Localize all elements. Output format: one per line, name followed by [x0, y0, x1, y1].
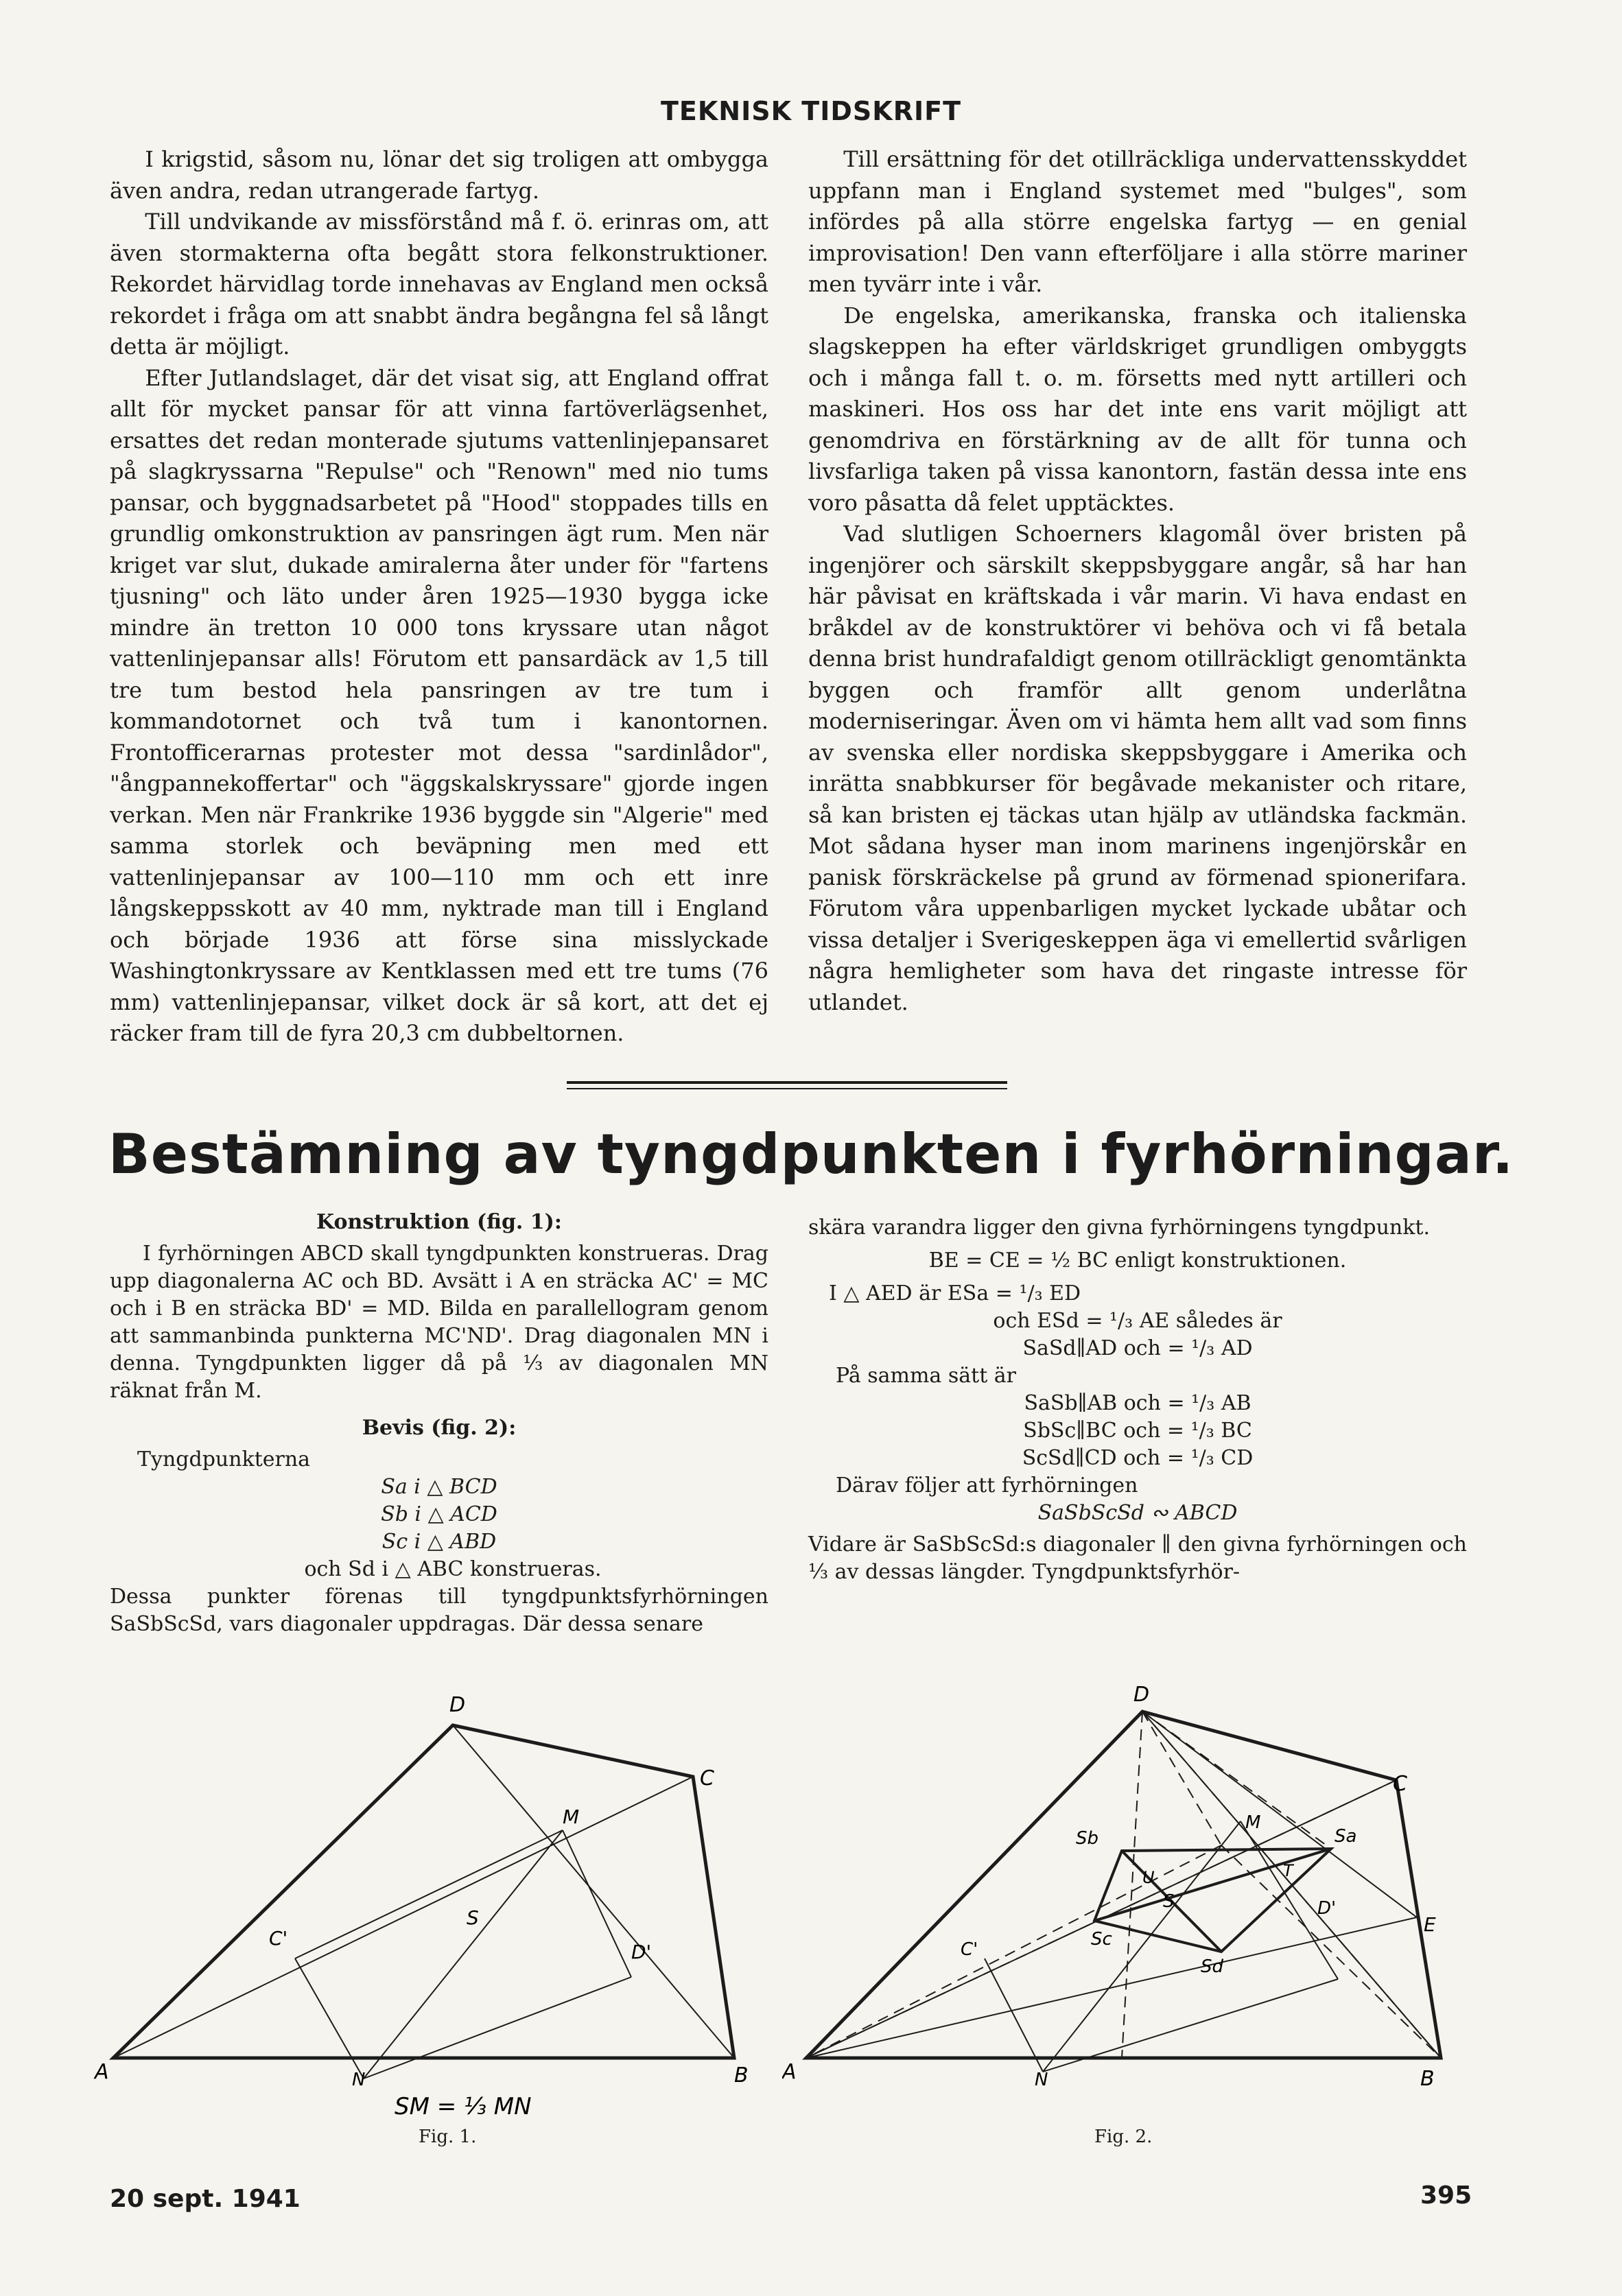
top-left-column — [110, 144, 768, 1050]
paragraph: Till ersättning för det otillräckliga undervattensskyddet uppfann man i England systemet med "bulges", som infördes på alla större engelska fartyg — en genial improvisation! Den vann efterföljare i alla större mariner men tyvärr inte i vår. — [808, 146, 1467, 297]
vertex-label-a: A — [95, 2060, 109, 2084]
point-label-d-prime: D' — [631, 1941, 652, 1963]
equation: ScSd∥CD och = ¹/₃ CD — [1022, 1446, 1254, 1470]
konstruktion-text: I fyrhörningen ABCD skall tyngdpunkten konstrueras. Drag upp diagonalerna AC och BD. Avsätt i A en sträcka AC' = MC och i B en sträcka BD' = MD. Bilda en parallellogram genom att sammanbinda punkterna MC'ND'. Drag diagonalen MN i denna. Tyngdpunkten ligger då på ⅓ av diagonalen MN räknat från M. — [110, 1242, 768, 1403]
point-label-d-prime: D' — [1317, 1898, 1337, 1919]
divider-thick — [567, 1081, 1007, 1084]
equation: och ESd = ¹/₃ AE således är — [993, 1309, 1282, 1333]
bevis-text: Dessa punkter förenas till tyngdpunktsfyrhörningen SaSbScSd, vars diagonaler uppdragas. Där dessa senare — [110, 1585, 768, 1636]
divider-thin — [567, 1088, 1007, 1089]
right-intro: skära varandra ligger den givna fyrhörningens tyngdpunkt. — [808, 1216, 1431, 1240]
point-label-s: S — [1163, 1891, 1175, 1912]
vertex-label-b: B — [734, 2063, 749, 2087]
running-header: TEKNISK TIDSKRIFT — [660, 96, 961, 126]
top-right-column — [808, 144, 1467, 1018]
vertex-label-b: B — [1420, 2067, 1435, 2091]
footer-date: 20 sept. 1941 — [110, 2185, 301, 2213]
equation: SaSbScSd ∾ ABCD — [1037, 1501, 1238, 1525]
final-text: Vidare är SaSbScSd:s diagonaler ∥ den givna fyrhörningen och ⅓ av dessas längder. Tyngdpunktsfyrhör- — [808, 1532, 1467, 1584]
equation: SaSb∥AB och = ¹/₃ AB — [1024, 1391, 1251, 1415]
bevis-line: Sa i △ BCD — [381, 1475, 497, 1499]
paragraph: Vad slutligen Schoerners klagomål över bristen på ingenjörer och särskilt skeppsbyggare angår, så har han här påvisat en kräftskada i vår marin. Vi hava endast en bråkdel av de konstruktörer vi behöva och vi få betala denna brist hundrafaldigt genom otillräckligt genomtänkta byggen och framför allt genom underlåtna moderniseringar. Även om vi hämta hem allt vad som finns av svenska eller nordiska skeppsbyggare i Amerika och inrätta snabbkurser för begåvade mekanister och ritare, så kan bristen ej täckas utan hjälp av utländska fackmän. Mot sådana hyser man inom marinens ingenjörskår en panisk förskräckelse på grund av förmenad spionerifara. Förutom våra uppenbarligen mycket lyckade ubåtar och vissa detaljer i Sverigeskeppen äga vi emellertid svårligen några hemligheter som hava det ringaste intresse för utlandet. — [808, 521, 1467, 1015]
equation: Därav följer att fyrhörningen — [836, 1474, 1138, 1498]
equation: SbSc∥BC och = ¹/₃ BC — [1023, 1419, 1252, 1443]
point-label-u: U — [1142, 1868, 1155, 1887]
paragraph: De engelska, amerikanska, franska och italienska slagskeppen ha efter världskriget grundligen ombyggts och i många fall t. o. m. försetts med nytt artilleri och maskineri. Hos oss har det inte ens varit möjligt att genomdriva en förstärkning av de allt för tunna och livsfarliga taken på vissa kanontorn, fastän dessa inte ens voro påsatta då felet upptäcktes. — [808, 302, 1467, 516]
equation: BE = CE = ½ BC enligt konstruktionen. — [928, 1248, 1347, 1273]
equation: I △ AED är ESa = ¹/₃ ED — [829, 1281, 1081, 1305]
konstruktion-heading: Konstruktion (fig. 1): — [316, 1210, 562, 1234]
vertex-label-c: C — [700, 1766, 714, 1790]
figure-2-diagram — [782, 1674, 1496, 2154]
vertex-label-c: C — [1393, 1772, 1407, 1796]
point-label-c-prime: C' — [269, 1927, 288, 1950]
point-label-e: E — [1424, 1913, 1436, 1936]
paragraph: I krigstid, såsom nu, lönar det sig troligen att ombygga även andra, redan utrangerade fartyg. — [110, 146, 768, 204]
figure-2-caption: Fig. 2. — [1094, 2127, 1153, 2147]
bevis-line: Sb i △ ACD — [381, 1502, 497, 1526]
point-label-n: N — [1035, 2070, 1048, 2090]
figure-1-diagram — [89, 1674, 775, 2154]
equation: På samma sätt är — [836, 1364, 1017, 1388]
point-label-sd: Sd — [1201, 1956, 1224, 1977]
article-title: Bestämning av tyngdpunkten i fyrhörningar. — [108, 1122, 1514, 1186]
point-label-sa: Sa — [1335, 1826, 1357, 1847]
figure-1-caption: Fig. 1. — [419, 2127, 477, 2147]
point-label-n: N — [352, 2070, 366, 2090]
vertex-label-a: A — [782, 2060, 797, 2084]
page-number: 395 — [1420, 2181, 1472, 2210]
point-label-m: M — [563, 1806, 580, 1828]
point-label-m: M — [1245, 1812, 1261, 1833]
fig1-formula: SM = ⅓ MN — [395, 2093, 532, 2120]
point-label-sc: Sc — [1091, 1929, 1112, 1950]
point-label-s: S — [467, 1906, 479, 1929]
lower-right-column — [808, 1214, 1467, 1586]
vertex-label-d: D — [1133, 1683, 1150, 1707]
bevis-heading: Bevis (fig. 2): — [362, 1416, 517, 1440]
point-label-sb: Sb — [1076, 1828, 1099, 1849]
bevis-line: och Sd i △ ABC konstrueras. — [304, 1557, 602, 1581]
equation: SaSd∥AD och = ¹/₃ AD — [1022, 1336, 1253, 1360]
lower-left-column — [110, 1209, 768, 1638]
paragraph: Till undvikande av missförstånd må f. ö. erinras om, att även stormakterna ofta begått stora felkonstruktioner. Rekordet härvidlag torde innehavas av England men också rekordet i fråga om att snabbt ändra begångna fel så långt detta är möjligt. — [110, 209, 768, 359]
vertex-label-d: D — [449, 1693, 466, 1717]
paragraph: Efter Jutlandslaget, där det visat sig, att England offrat allt för mycket pansar för att vinna fartöverlägsenhet, ersattes det redan monterade sjutums vattenlinjepansaret på slagkryssarna "Repulse" och "Renown" med nio tums pansar, och byggnadsarbetet på "Hood" stoppades tills en grundlig omkonstruktion av pansringen ägt rum. Men när kriget var slut, dukade amiralerna åter under för "fartens tjusning" och läto under åren 1925—1930 bygga icke mindre än tretton 10 000 tons kryssare utan något vattenlinjepansar alls! Förutom ett pansardäck av 1,5 till tre tum bestod hela pansringen av tre tum i kommandotornet och två tum i kanontornen. Frontofficerarnas protester mot dessa "sardinlådor", "ångpannekoffertar" och "äggskalskryssare" gjorde ingen verkan. Men när Frankrike 1936 byggde sin "Algerie" med samma storlek och beväpning men med ett vattenlinjepansar av 100—110 mm och ett inre långskeppsskott av 40 mm, nyktrade man till i England och började 1936 att förse sina misslyckade Washingtonkryssare av Kentklassen med ett tre tums (76 mm) vattenlinjepansar, vilket dock är så kort, att det ej räcker fram till de fyra 20,3 cm dubbeltornen. — [110, 364, 768, 1046]
point-label-c-prime: C' — [961, 1939, 978, 1960]
point-label-t: T — [1283, 1861, 1293, 1880]
bevis-line: Sc i △ ABD — [381, 1530, 497, 1554]
tyngdpunkterna-label: Tyngdpunkterna — [137, 1447, 311, 1471]
